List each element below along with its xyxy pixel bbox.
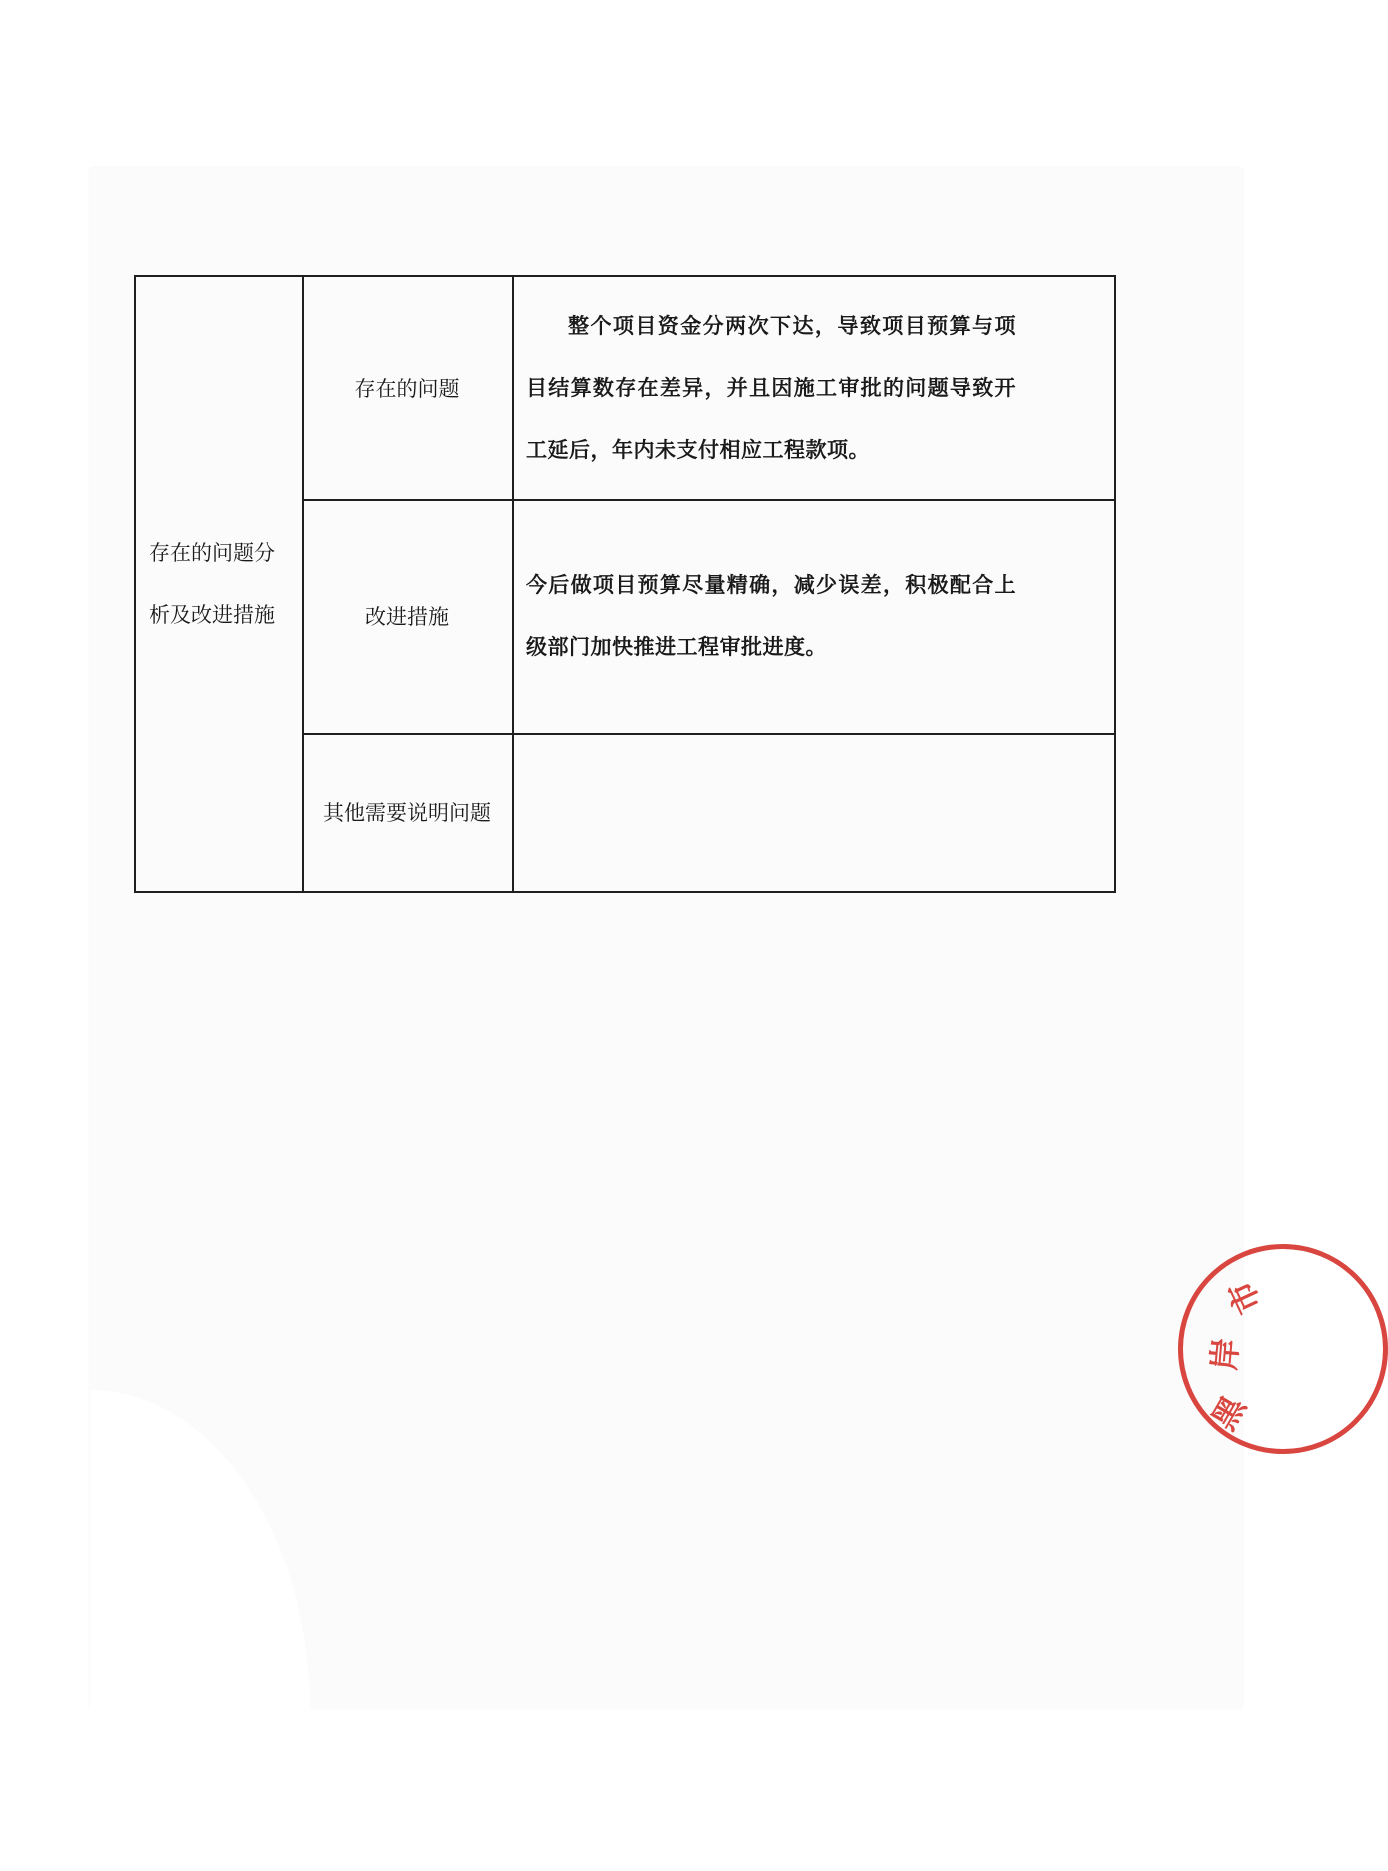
row-label-improvements: 改进措施	[365, 605, 449, 629]
category-cell	[136, 277, 302, 891]
seal-char: 岸	[1204, 1336, 1246, 1372]
category-label: 存在的问题分析及改进措施	[149, 541, 275, 627]
seal-char: 黑	[1204, 1389, 1254, 1437]
official-seal	[1178, 1244, 1388, 1454]
seal-char: 市	[1220, 1274, 1269, 1320]
row-content-other-notes	[512, 733, 1116, 891]
row-content-problems	[512, 277, 1116, 499]
row-label-problems: 存在的问题	[354, 377, 460, 401]
row-content-improvements	[512, 499, 1116, 733]
analysis-table	[134, 275, 1116, 893]
row-label-other-notes: 其他需要说明问题	[323, 801, 491, 825]
improvements-text: 今后做项目预算尽量精确，减少误差，积极配合上级部门加快推进工程审批进度。	[526, 573, 1016, 659]
official-seal-clip	[1160, 1230, 1269, 1480]
problems-text: 整个项目资金分两次下达，导致项目预算与项目结算数存在差异，并且因施工审批的问题导致开工延后，年内未支付相应工程款项。	[526, 314, 1016, 462]
